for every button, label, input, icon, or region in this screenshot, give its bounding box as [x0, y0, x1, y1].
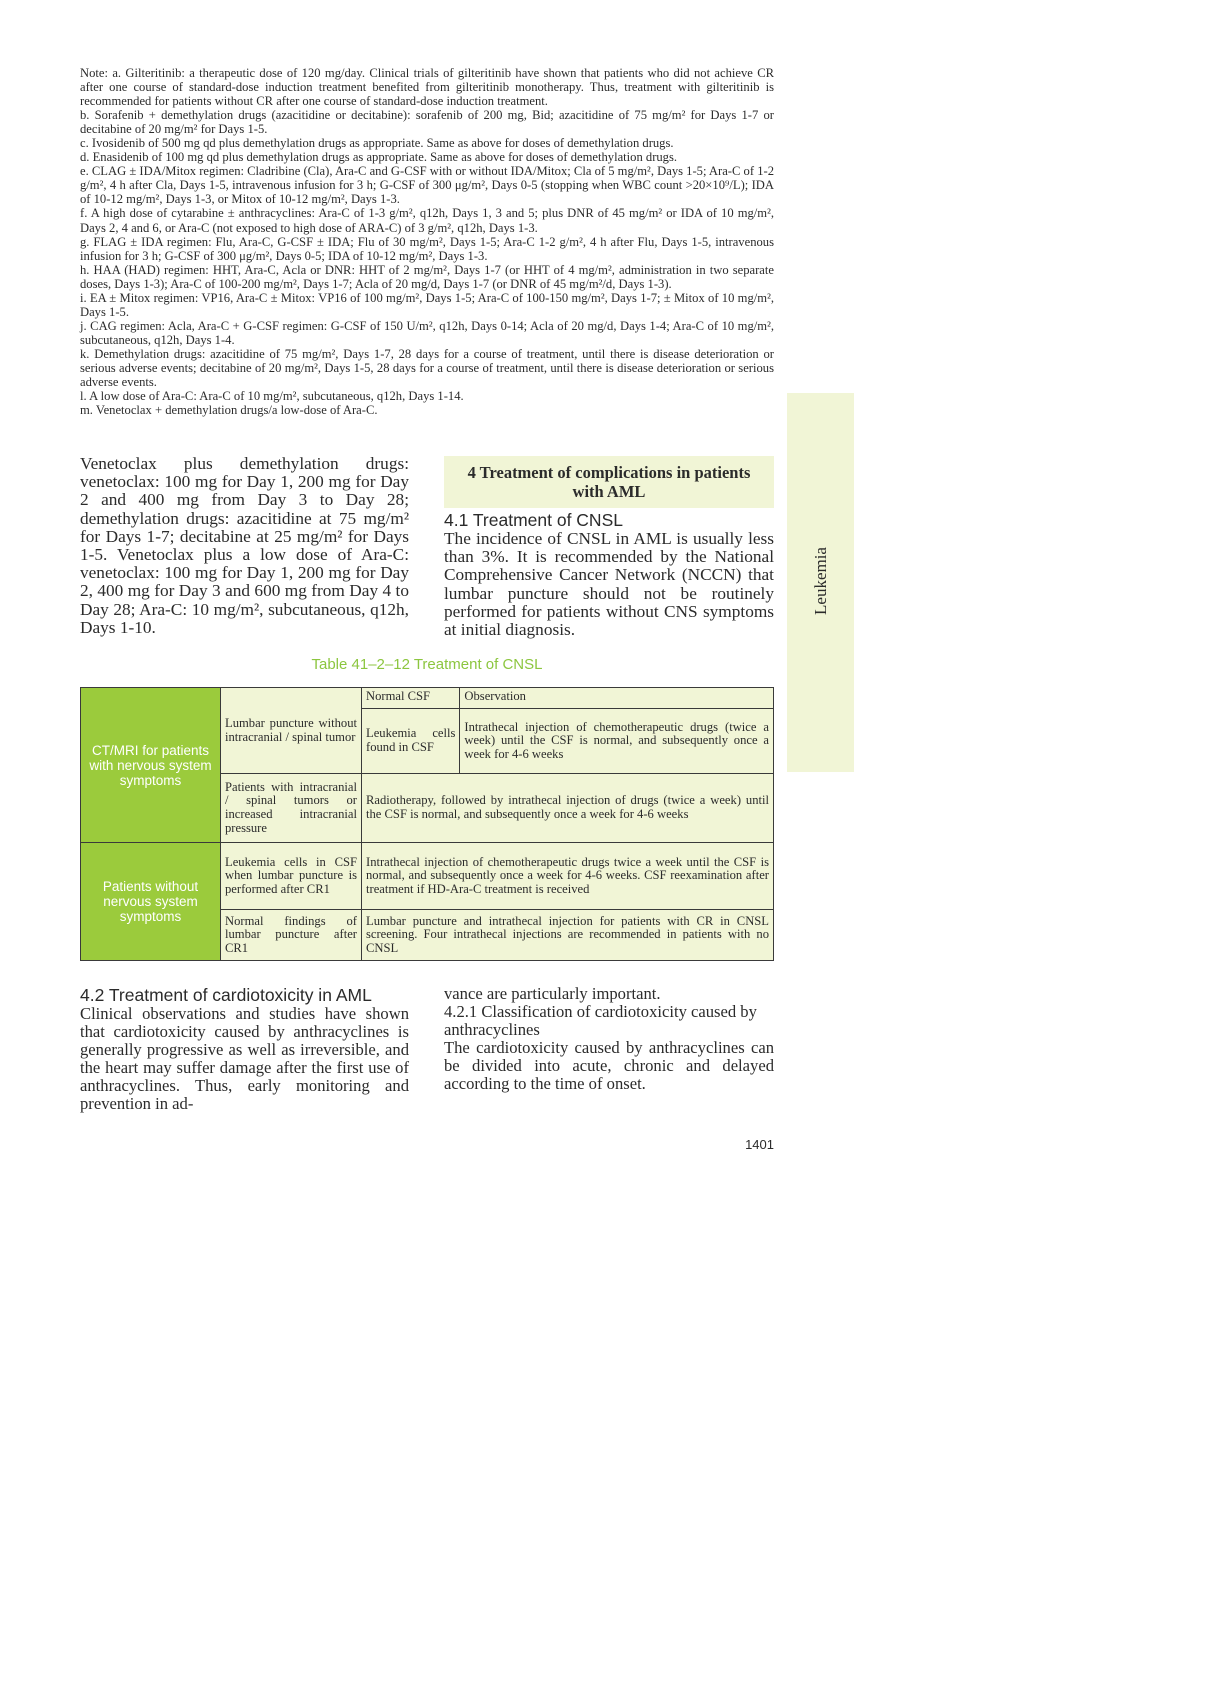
- note-l: l. A low dose of Ara-C: Ara-C of 10 mg/m², subcutaneous, q12h, Days 1-14.: [80, 389, 464, 404]
- condition-cell: Normal findings of lumbar puncture after CR1: [221, 910, 362, 961]
- section-4-heading: 4 Treatment of complications in patients with AML: [467, 463, 751, 501]
- table-notes: [80, 66, 774, 417]
- group-label-symptomatic: CT/MRI for patients with nervous system symptoms: [81, 688, 221, 843]
- cnsl-treatment-table: [80, 687, 774, 961]
- group-label-asymptomatic: Patients without nervous system symptoms: [81, 843, 221, 961]
- cnsl-section: [444, 510, 774, 639]
- note-c: c. Ivosidenib of 500 mg qd plus demethylation drugs as appropriate. Same as above for doses of demethylation drugs.: [80, 136, 674, 151]
- section-4-2-heading: 4.2 Treatment of cardiotoxicity in AML: [80, 985, 372, 1005]
- condition-cell: Patients with intracranial / spinal tumors or increased intracranial pressure: [221, 774, 362, 843]
- treatment-cell: Lumbar puncture and intrathecal injection for patients with CR in CNSL screening. Four intrathecal injections are recommended in patients with no CNSL: [362, 910, 774, 961]
- section-4-2-text-continued: vance are particularly important.: [444, 984, 661, 1003]
- note-j: j. CAG regimen: Acla, Ara-C + G-CSF regimen: G-CSF of 150 U/m², q12h, Days 0-14; Acla of 20 mg/d, Days 1-4; Ara-C of 10 mg/m², subcutaneous, q12h, Days 1-4.: [80, 318, 774, 347]
- note-k: k. Demethylation drugs: azacitidine of 75 mg/m², Days 1-7, 28 days for a course of treatment, until there is disease deterioration or serious adverse events; decitabine of 20 mg/m², Days 1-5, 28 days for a course of treatment, until there is disease deterioration or serious adverse events.: [80, 346, 774, 390]
- cardiotoxicity-section-left: [80, 985, 409, 1114]
- treatment-cell: Observation: [460, 688, 774, 709]
- table-row: [81, 688, 774, 709]
- treatment-cell: Intrathecal injection of chemotherapeutic drugs (twice a week) until the CSF is normal, and subsequently once a week for 4-6 weeks: [460, 709, 774, 774]
- venetoclax-paragraph: Venetoclax plus demethylation drugs: venetoclax: 100 mg for Day 1, 200 mg for Day 2 and 400 mg from Day 3 to Day 28; demethylation drugs: azacitidine at 75 mg/m² for Days 1-7; decitabine at 25 mg/m² for Days 1-5. Venetoclax plus a low dose of Ara-C: venetoclax: 100 mg for Day 1, 200 mg for Day 2, 400 mg for Day 3 and 600 mg from Day 4 to Day 28; Ara-C: 10 mg/m², subcutaneous, q12h, Days 1-10.: [80, 454, 409, 637]
- note-e: e. CLAG ± IDA/Mitox regimen: Cladribine (Cla), Ara-C and G-CSF with or without IDA/Mitox; Cla of 5 mg/m², Days 1-5; Ara-C of 1-2 g/m², 4 h after Cla, Days 1-5, intravenous infusion for 3 h; G-CSF of 300 μg/m², Days 0-5 (stopping when WBC count >20×10⁹/L); IDA of 10-12 mg/m², Days 1-3, or Mitox of 10-12 mg/m², Days 1-3.: [80, 164, 774, 207]
- table-caption: Table 41–2–12 Treatment of CNSL: [311, 656, 543, 673]
- section-4-1-text: The incidence of CNSL in AML is usually less than 3%. It is recommended by the National Comprehensive Cancer Network (NCCN) that lumbar puncture should not be routinely performed for patients without CNS symptoms at initial diagnosis.: [444, 529, 774, 640]
- note-a: Note: a. Gilteritinib: a therapeutic dose of 120 mg/day. Clinical trials of gilteritinib have shown that patients who did not achieve CR after one course of standard-dose induction treatment benefited from gilteritinib monotherapy. Thus, treatment with gilteritinib is recommended for patients without CR after one course of standard-dose induction treatment.: [80, 66, 774, 109]
- note-i: i. EA ± Mitox regimen: VP16, Ara-C ± Mitox: VP16 of 100 mg/m², Days 1-5; Ara-C of 100-150 mg/m², Days 1-7; ± Mitox of 10 mg/m², Days 1-5.: [80, 290, 774, 319]
- table-row: [81, 843, 774, 910]
- section-4-1-heading: 4.1 Treatment of CNSL: [444, 510, 623, 530]
- note-d: d. Enasidenib of 100 mg qd plus demethylation drugs as appropriate. Same as above for doses of demethylation drugs.: [80, 150, 678, 165]
- csf-status-cell: Normal CSF: [362, 688, 460, 709]
- chapter-side-tab: [787, 393, 854, 772]
- chapter-side-tab-label: Leukemia: [810, 547, 830, 615]
- note-g: g. FLAG ± IDA regimen: Flu, Ara-C, G-CSF ± IDA; Flu of 30 mg/m², Days 1-5; Ara-C 1-2 g/m², 4 h after Flu, Days 1-5, intravenous infusion for 3 h; G-CSF of 300 μg/m², Days 0-5; IDA of 10-12 mg/m², Days 1-3.: [80, 234, 774, 263]
- cardiotoxicity-section-right: [444, 985, 774, 1094]
- note-m: m. Venetoclax + demethylation drugs/a low-dose of Ara-C.: [80, 403, 378, 418]
- section-4-2-1-heading: 4.2.1 Classification of cardiotoxicity caused by anthracyclines: [444, 1002, 757, 1040]
- page-number: 1401: [745, 1137, 774, 1152]
- condition-cell: Leukemia cells in CSF when lumbar puncture is performed after CR1: [221, 843, 362, 910]
- venetoclax-paragraph-column: [80, 455, 409, 637]
- section-4-heading-box: [444, 456, 774, 508]
- note-h: h. HAA (HAD) regimen: HHT, Ara-C, Acla or DNR: HHT of 2 mg/m², Days 1-7 (or HHT of 4 mg/m², administration in two separate doses, Days 1-3); Ara-C of 100-200 mg/m², Days 1-7; Acla of 20 mg/d, Days 1-7 (or DNR of 45 mg/m²/d, Days 1-3).: [80, 262, 774, 291]
- treatment-cell: Intrathecal injection of chemotherapeutic drugs twice a week until the CSF is normal, and subsequently once a week for 4-6 weeks. CSF reexamination after treatment if HD-Ara-C treatment is received: [362, 843, 774, 910]
- condition-cell: Lumbar puncture without intracranial / spinal tumor: [221, 688, 362, 774]
- csf-status-cell: Leukemia cells found in CSF: [362, 709, 460, 774]
- treatment-cell: Radiotherapy, followed by intrathecal injection of drugs (twice a week) until the CSF is normal, and subsequently once a week for 4-6 weeks: [362, 774, 774, 843]
- section-4-2-1-text: The cardiotoxicity caused by anthracyclines can be divided into acute, chronic and delayed according to the time of onset.: [444, 1038, 774, 1094]
- note-b: b. Sorafenib + demethylation drugs (azacitidine or decitabine): sorafenib of 200 mg, Bid; azacitidine of 75 mg/m² for Days 1-7 or decitabine of 20 mg/m² for Days 1-5.: [80, 108, 774, 137]
- note-f: f. A high dose of cytarabine ± anthracyclines: Ara-C of 1-3 g/m², q12h, Days 1, 3 and 5; plus DNR of 45 mg/m² or IDA of 10 mg/m², Days 2, 4 and 6, or Ara-C (not exposed to high dose of ARA-C) of 3 g/m², q12h, Days 1-3.: [80, 206, 774, 235]
- section-4-2-text: Clinical observations and studies have shown that cardiotoxicity caused by anthracyclines is generally progressive as well as irreversible, and the heart may suffer damage after the first use of anthracyclines. Thus, early monitoring and prevention in ad-: [80, 1004, 409, 1114]
